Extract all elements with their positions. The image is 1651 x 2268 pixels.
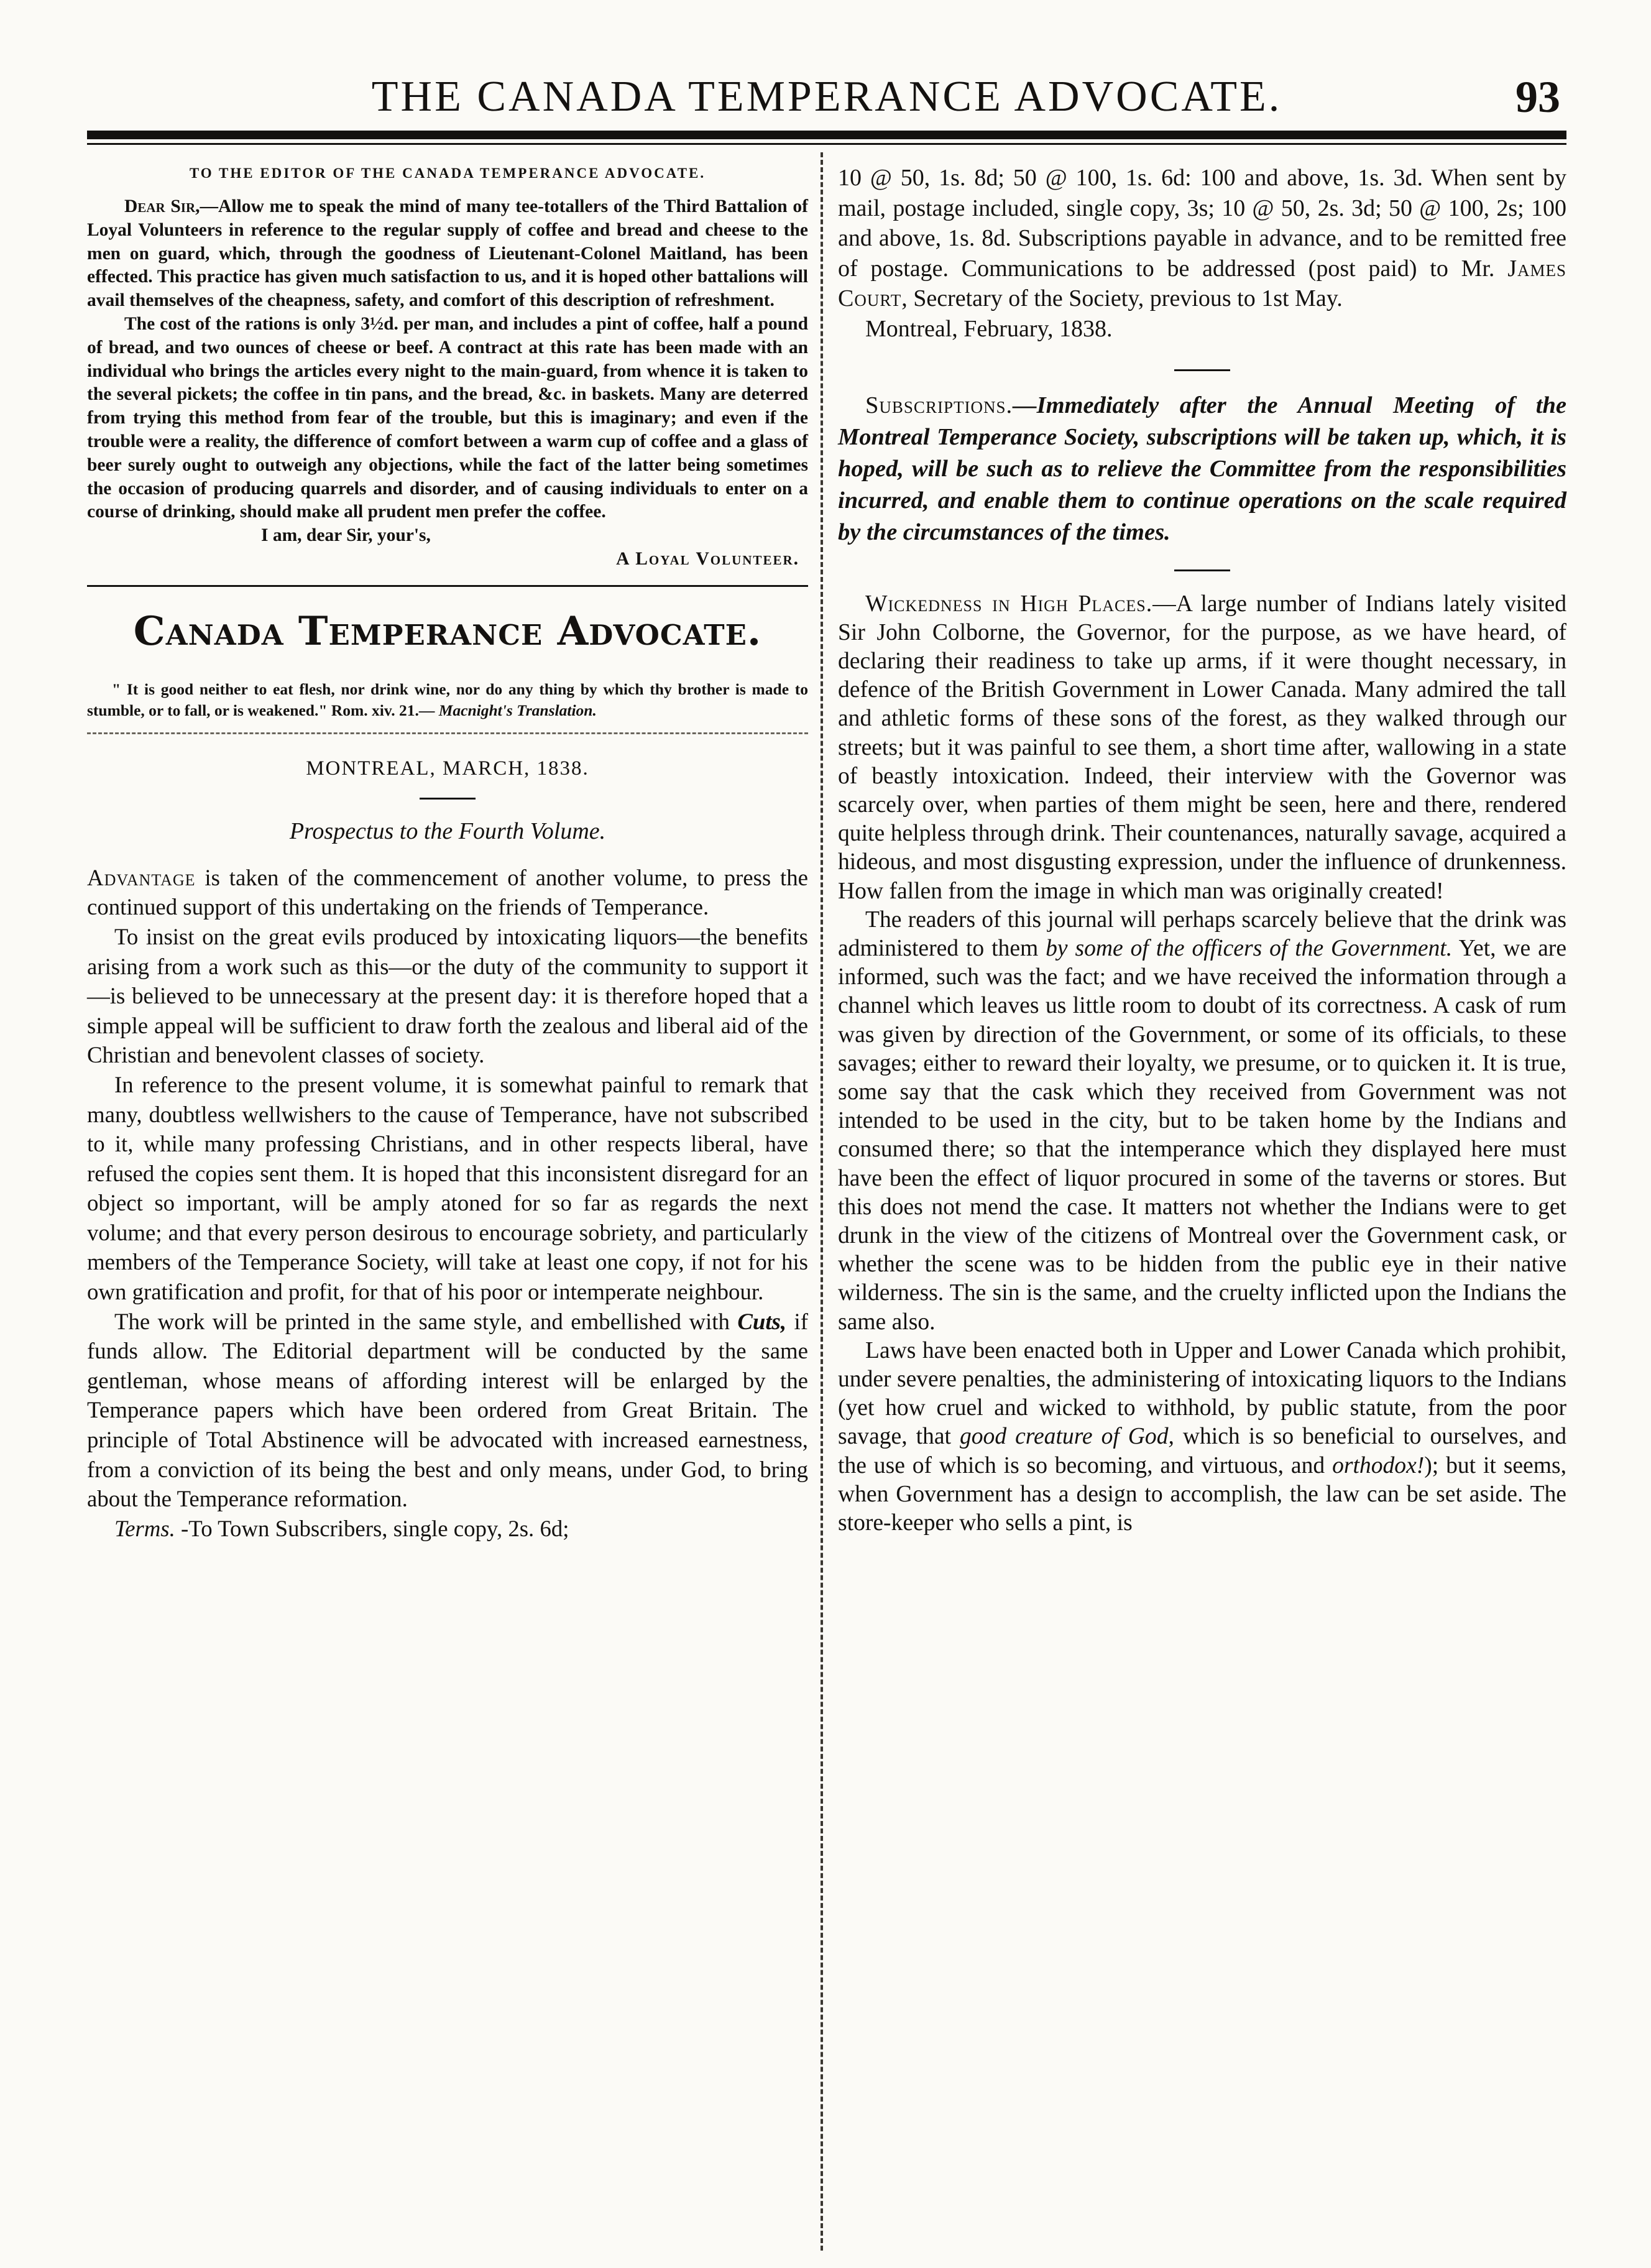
wickedness-p3-a: Laws have been enacted both in Upper and Lower Canada which prohibit, under severe penalties, the administering of intoxicating liquors to the Indians (yet how cruel and wicked to withhold, by public statute, from the poor savage, that: [838, 1337, 1566, 1450]
prospectus-p4-b: if funds allow. The Editorial department will be conducted by the same gentleman, whose means of affording interest will be enlarged by the Temperance papers which have been ordered from Great Britain. The principle of Total Abstinence will be advocated with increased earnestness, from a conviction of its being the best and only means, under God, to bring about the Temperance reformation.: [87, 1308, 808, 1512]
letter-salutation: Dear Sir,: [124, 196, 200, 216]
terms-continued-paragraph: [838, 163, 1566, 314]
secretary-name: James Court: [838, 255, 1566, 312]
prospectus-paragraph-4: [87, 1307, 808, 1514]
prospectus-body: [87, 863, 808, 1544]
prospectus-p4-cuts: Cuts,: [737, 1308, 787, 1334]
letter-paragraph-1: [87, 195, 808, 313]
wickedness-p2-b: Yet, we are informed, such was the fact; and we have received the information through a channel which leaves us little room to doubt of its correctness. A cask of rum was given by direction of the Government, or some of its officials, to these savages; either to reward their loyalty, we presume, or to quicken it. It is true, some say that the cask which they received from Government was not intended to be used in the city, but to be taken home by the Indians and consumed there; so that the intemperance which they displayed here must have been the effect of liquor procured in some of the taverns or stores. But this does not mend the case. It matters not whether the Indians were to get drunk in the view of the citizens of Montreal over the Government cask, or whether the scene was to be hidden from the public eye in their native wilderness. The sin is the same, and the cruelty inflicted upon the Indians the same also.: [838, 936, 1566, 1335]
letter-closing: I am, dear Sir, your's,: [261, 525, 431, 546]
subscriptions-text: —Immediately after the Annual Meeting of the Montreal Temperance Society, subscriptions will be taken up, which, it is hoped, will be such as to relieve the Committee from the responsibilities incurred, and enable them to continue operations on the scale required by the circumstances of the times.: [838, 392, 1566, 545]
short-rule: [1174, 569, 1230, 571]
prospectus-lead-word: Advantage: [87, 864, 196, 890]
terms-cont-text: 10 @ 50, 1s. 8d; 50 @ 100, 1s. 6d: 100 and above, 1s. 3d. When sent by mail, postage included, single copy, 3s; 10 @ 50, 2s. 3d; 50 @ 100, 2s; 100 and above, 1s. 8d. Subscriptions payable in advance, and to be remitted free of postage. Communications to be addressed (post paid) to Mr.: [838, 165, 1566, 282]
wickedness-paragraph-2: [838, 906, 1566, 1337]
wickedness-p2-italic: by some of the officers of the Government.: [1046, 936, 1453, 961]
short-rule: [420, 798, 476, 800]
prospectus-paragraph-3: In reference to the present volume, it is somewhat painful to remark that many, doubtless wellwishers to the cause of Temperance, have not subscribed to it, while many professing Christians, and in other respects liberal, have refused the copies sent them. It is hoped that this inconsistent disregard for an object so important, will be amply atoned for so far as regards the next volume; and that every person desirous to encourage sobriety, and particularly members of the Temperance Society, will take at least one copy, if not for his own gratification and profit, for that of his poor or intemperate neighbour.: [87, 1071, 808, 1305]
place-date: Montreal, February, 1838.: [865, 315, 1113, 342]
right-column: [838, 163, 1566, 1537]
letter-to-editor: [87, 195, 808, 571]
subscriptions-paragraph: [838, 390, 1566, 548]
motto-rule: [87, 732, 808, 734]
section-rule: [87, 585, 808, 587]
prospectus-title: Prospectus to the Fourth Volume.: [289, 818, 606, 844]
letter-para1-text: —Allow me to speak the mind of many tee-totallers of the Third Battalion of Loyal Volunteers in reference to the regular supply of coffee and bread and cheese to the men on guard, which, through the goodness of Lieutenant-Colonel Maitland, has been effected. This practice has given much satisfaction to us, and it is hoped other battalions will avail themselves of the cheapness, safety, and comfort of this description of refreshment.: [87, 196, 808, 311]
masthead-motto: [87, 679, 808, 721]
terms-end-text: , Secretary of the Society, previous to 1st May.: [901, 285, 1343, 312]
prospectus-paragraph-5: [87, 1514, 808, 1544]
subscriptions-lead: Subscriptions.: [865, 392, 1013, 418]
wickedness-p3-italic-2: orthodox!: [1332, 1452, 1425, 1478]
wickedness-p1-text: —A large number of Indians lately visited Sir John Colborne, the Governor, for the purpose, as we have heard, of declaring their readiness to take up arms, if it were thought necessary, in defence of the British Government in Lower Canada. Many admired the tall and athletic forms of these sons of the forest, as they walked through our streets; but it was painful to see them, a short time after, wallowing in a state of beastly intoxication. Indeed, their interview with the Governor was scarcely over, when parties of them might be seen, here and there, rendered quite helpless through drink. Their countenances, naturally savage, acquired a hideous, and most disgusting expression, under the influence of drunkenness. How fallen from the image in which man was originally created!: [838, 591, 1566, 904]
masthead-title: Canada Temperance Advocate.: [133, 607, 762, 655]
column-divider: [821, 152, 823, 2251]
running-title: THE CANADA TEMPERANCE ADVOCATE.: [371, 73, 1282, 121]
left-column: [87, 163, 808, 1543]
prospectus-p1-text: is taken of the commencement of another volume, to press the continued support of this undertaking on the friends of Temperance.: [87, 864, 808, 920]
subscriptions-notice: [838, 390, 1566, 548]
letter-paragraph-2: The cost of the rations is only 3½d. per man, and includes a pint of coffee, half a pound of bread, and two ounces of cheese or beef. A contract at this rate has been made with an individual who brings the articles every night to the main-guard, from whence it is taken to the several pickets; the coffee in tin pans, and the bread, &c. in baskets. Many are deterred from trying this method from fear of the trouble, but this is imaginary; and even if the trouble were a reality, the difference of comfort between a warm cup of coffee and a glass of beer surely ought to outweigh any objections, while the fact of the latter being sometimes the occasion of producing quarrels and disorder, and of causing individuals to enter on a course of drinking, should make all prudent men prefer the coffee.: [87, 313, 808, 522]
terms-continuation: [838, 163, 1566, 344]
wickedness-paragraph-1: [838, 590, 1566, 906]
dateline: MONTREAL, MARCH, 1838.: [306, 757, 589, 780]
terms-label: Terms.: [114, 1515, 175, 1541]
page-number: 93: [1515, 72, 1560, 122]
header-rule-thick: [87, 131, 1566, 139]
letter-heading: TO THE EDITOR OF THE CANADA TEMPERANCE ADVOCATE.: [189, 165, 706, 181]
wickedness-paragraph-3: [838, 1337, 1566, 1537]
wickedness-article: [838, 590, 1566, 1538]
header-rule-thin: [87, 143, 1566, 145]
short-rule: [1174, 369, 1230, 371]
wickedness-p3-b: which is so beneficial to ourselves, and the use of which is so becoming, and virtuous, and: [838, 1424, 1567, 1478]
wickedness-p3-c: ); but it seems, when Government has a design to accomplish, the law can be set aside. The store-keeper who sells a pint, is: [838, 1452, 1566, 1536]
wickedness-p2-a: The readers of this journal will perhaps scarcely believe that the drink was administered to them: [838, 906, 1566, 961]
running-head: [87, 67, 1566, 127]
prospectus-paragraph-2: To insist on the great evils produced by intoxicating liquors—the benefits arising from a work such as this—or the duty of the community to support it—is believed to be unnecessary at the present day: it is therefore hoped that a simple appeal will be sufficient to draw forth the zealous and liberal aid of the Christian and benevolent classes of society.: [87, 923, 808, 1068]
wickedness-heading: Wickedness in High Places.: [865, 591, 1153, 617]
motto-text: " It is good neither to eat flesh, nor drink wine, nor do any thing by which thy brother is made to stumble, or to fall, or is weakened." Rom. xiv. 21.—: [87, 680, 808, 719]
wickedness-p3-italic-1: good creature of God,: [959, 1424, 1174, 1450]
terms-text: -To Town Subscribers, single copy, 2s. 6d;: [175, 1515, 569, 1541]
prospectus-paragraph-1: [87, 863, 808, 922]
letter-signature: A Loyal Volunteer.: [616, 548, 799, 569]
motto-translation: Macnight's Translation.: [438, 701, 597, 719]
prospectus-p4-a: The work will be printed in the same style, and embellished with: [114, 1308, 738, 1334]
